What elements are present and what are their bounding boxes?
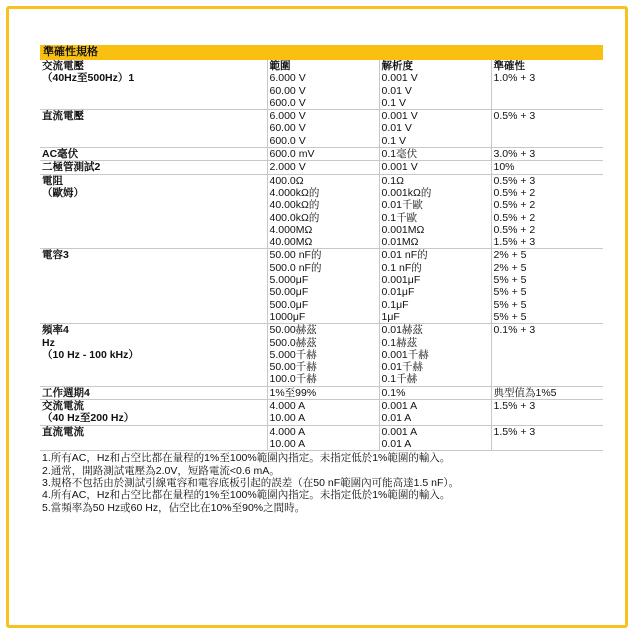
resolution-cell-line: 0.1 V	[381, 96, 407, 109]
range-cell-line: 60.00 V	[269, 122, 306, 135]
range-cell-line: 600.0 V	[269, 134, 306, 147]
resolution-cell-line: 1μF	[381, 310, 400, 323]
function-cell-line: Hz	[42, 336, 55, 349]
range-cell-line: 600.0 mV	[269, 148, 315, 161]
resolution-cell-line: 0.01MΩ	[381, 236, 419, 249]
range-cell-line: 50.00千赫	[269, 361, 317, 374]
range-cell	[267, 148, 379, 161]
resolution-cell-line: 0.1Ω	[381, 174, 404, 187]
accuracy-cell-line: 1.5% + 3	[493, 400, 536, 413]
range-cell-line: 5.000μF	[269, 274, 309, 287]
resolution-cell	[379, 324, 491, 386]
spec-table	[40, 60, 603, 451]
range-cell-line: 6.000 V	[269, 110, 306, 123]
function-cell	[40, 174, 267, 249]
resolution-cell-line: 0.1千歐	[381, 211, 418, 224]
spec-sheet	[40, 45, 603, 514]
resolution-cell	[379, 72, 491, 109]
accuracy-cell	[491, 324, 603, 386]
footnote: 2.通常，開路測試電壓為2.0V，短路電流<0.6 mA。	[42, 464, 280, 477]
resolution-cell-line: 0.01 A	[381, 437, 412, 450]
table-row	[40, 161, 603, 174]
function-cell	[40, 249, 267, 324]
footnote: 4.所有AC，Hz和占空比都在量程的1%至100%範圍內指定。未指定低於1%範圍的輸入。	[42, 489, 451, 502]
resolution-cell-line: 0.1μF	[381, 298, 409, 311]
resolution-cell-line: 0.1赫茲	[381, 336, 418, 349]
accuracy-cell-line: 0.5% + 2	[493, 211, 536, 224]
range-cell-line: 5.000千赫	[269, 348, 317, 361]
range-cell-line: 400.0Ω	[269, 174, 304, 187]
accuracy-cell-line: 0.5% + 2	[493, 186, 536, 199]
range-cell-line: 4.000kΩ的	[269, 186, 320, 199]
function-cell-line: AC毫伏	[42, 148, 79, 161]
range-cell-line: 10.00 A	[269, 412, 306, 425]
accuracy-cell-line: 2% + 5	[493, 261, 527, 274]
range-cell-line: 40.00MΩ	[269, 236, 313, 249]
resolution-cell-line: 0.01千赫	[381, 361, 423, 374]
accuracy-cell	[491, 72, 603, 109]
range-cell-line: 4.000MΩ	[269, 223, 313, 236]
header-row	[40, 60, 603, 72]
accuracy-cell-line: 0.5% + 2	[493, 199, 536, 212]
function-cell-line: 直流電壓	[42, 110, 84, 123]
resolution-cell-line: 0.001kΩ的	[381, 186, 432, 199]
table-row	[40, 425, 603, 451]
range-cell-line: 2.000 V	[269, 161, 306, 174]
resolution-cell-line: 0.001 V	[381, 72, 418, 85]
table-row	[40, 148, 603, 161]
range-cell	[267, 174, 379, 249]
range-cell-line: 400.0kΩ的	[269, 211, 320, 224]
column-header-line: 範圍	[269, 60, 291, 72]
resolution-cell-line: 0.001千赫	[381, 348, 429, 361]
function-cell-line: （40 Hz至200 Hz）	[42, 412, 135, 425]
accuracy-cell-line: 0.1% + 3	[493, 324, 536, 337]
range-cell	[267, 400, 379, 426]
function-cell-line: 交流電流	[42, 400, 84, 413]
function-cell-line: 交流電壓	[42, 60, 84, 72]
accuracy-cell-line: 典型值為1%5	[493, 386, 557, 399]
accuracy-cell-line: 1.5% + 3	[493, 236, 536, 249]
resolution-cell-line: 0.01 nF的	[381, 249, 428, 262]
column-header	[40, 60, 267, 72]
table-row	[40, 174, 603, 249]
accuracy-cell-line: 0.5% + 3	[493, 110, 536, 123]
table-row	[40, 324, 603, 386]
function-cell-line: （10 Hz - 100 kHz）	[42, 348, 139, 361]
function-cell-line: （40Hz至500Hz）1	[42, 72, 135, 85]
column-header	[379, 60, 491, 72]
accuracy-cell-line: 2% + 5	[493, 249, 527, 262]
column-header	[491, 60, 603, 72]
resolution-cell-line: 0.01 V	[381, 122, 412, 135]
function-cell-line: （歐姆）	[42, 186, 84, 199]
accuracy-cell	[491, 249, 603, 324]
resolution-cell-line: 0.1毫伏	[381, 148, 418, 161]
function-cell-line: 電阻	[42, 174, 63, 187]
accuracy-cell	[491, 386, 603, 399]
table-row	[40, 386, 603, 399]
resolution-cell-line: 0.1 V	[381, 134, 407, 147]
accuracy-cell	[491, 148, 603, 161]
resolution-cell	[379, 110, 491, 148]
resolution-cell	[379, 174, 491, 249]
accuracy-cell-line: 1.0% + 3	[493, 72, 536, 85]
range-cell-line: 4.000 A	[269, 425, 306, 438]
function-cell-line: 電容3	[42, 249, 69, 262]
function-cell-line: 頻率4	[42, 324, 69, 337]
accuracy-cell-line: 3.0% + 3	[493, 148, 536, 161]
column-header-line: 準確性	[493, 60, 525, 72]
range-cell-line: 4.000 A	[269, 400, 306, 413]
accuracy-cell-line: 10%	[493, 161, 515, 174]
resolution-cell-line: 0.1千赫	[381, 373, 418, 386]
resolution-cell-line: 0.001 V	[381, 110, 418, 123]
range-cell-line: 1000μF	[269, 310, 306, 323]
table-title: 準確性規格	[40, 45, 603, 60]
accuracy-cell-line: 5% + 5	[493, 274, 527, 287]
accuracy-cell	[491, 161, 603, 174]
function-cell	[40, 110, 267, 148]
range-cell-line: 500.0μF	[269, 298, 309, 311]
accuracy-cell-line: 5% + 5	[493, 298, 527, 311]
resolution-cell	[379, 161, 491, 174]
resolution-cell-line: 0.01赫茲	[381, 324, 423, 337]
range-cell-line: 50.00 nF的	[269, 249, 322, 262]
function-cell-line: 二極管測試2	[42, 161, 101, 174]
resolution-cell-line: 0.001 V	[381, 161, 418, 174]
footnote: 1.所有AC，Hz和占空比都在量程的1%至100%範圍內指定。未指定低於1%範圍的輸入。	[42, 452, 451, 465]
range-cell	[267, 324, 379, 386]
resolution-cell-line: 0.001 A	[381, 425, 418, 438]
range-cell	[267, 425, 379, 451]
range-cell	[267, 161, 379, 174]
function-cell	[40, 161, 267, 174]
resolution-cell-line: 0.01μF	[381, 286, 415, 299]
column-header-line: 解析度	[381, 60, 413, 72]
resolution-cell-line: 0.01千歐	[381, 199, 423, 212]
range-cell-line: 50.00赫茲	[269, 324, 317, 337]
function-cell	[40, 386, 267, 399]
column-header	[267, 60, 379, 72]
resolution-cell-line: 0.01 V	[381, 84, 412, 97]
function-cell	[40, 148, 267, 161]
range-cell-line: 500.0赫茲	[269, 336, 317, 349]
resolution-cell-line: 0.001 A	[381, 400, 418, 413]
function-cell	[40, 72, 267, 109]
resolution-cell-line: 0.001MΩ	[381, 223, 425, 236]
table-row	[40, 249, 603, 324]
resolution-cell-line: 0.1 nF的	[381, 261, 422, 274]
resolution-cell	[379, 425, 491, 451]
accuracy-cell-line: 0.5% + 2	[493, 223, 536, 236]
range-cell-line: 500.0 nF的	[269, 261, 322, 274]
table-row	[40, 110, 603, 148]
footnotes	[40, 451, 603, 514]
accuracy-cell	[491, 174, 603, 249]
range-cell-line: 50.00μF	[269, 286, 309, 299]
function-cell	[40, 425, 267, 451]
accuracy-cell	[491, 110, 603, 148]
resolution-cell-line: 0.1%	[381, 386, 406, 399]
range-cell-line: 1%至99%	[269, 386, 317, 399]
range-cell	[267, 72, 379, 109]
table-row	[40, 400, 603, 426]
accuracy-cell	[491, 425, 603, 451]
function-cell-line: 工作週期4	[42, 386, 90, 399]
table-row	[40, 72, 603, 109]
resolution-cell	[379, 400, 491, 426]
range-cell-line: 600.0 V	[269, 96, 306, 109]
range-cell-line: 100.0千赫	[269, 373, 317, 386]
accuracy-cell-line: 5% + 5	[493, 286, 527, 299]
resolution-cell-line: 0.001μF	[381, 274, 421, 287]
resolution-cell	[379, 386, 491, 399]
range-cell	[267, 249, 379, 324]
range-cell	[267, 386, 379, 399]
function-cell-line: 直流電流	[42, 425, 84, 438]
accuracy-cell	[491, 400, 603, 426]
function-cell	[40, 324, 267, 386]
range-cell-line: 6.000 V	[269, 72, 306, 85]
resolution-cell-line: 0.01 A	[381, 412, 412, 425]
resolution-cell	[379, 148, 491, 161]
resolution-cell	[379, 249, 491, 324]
function-cell	[40, 400, 267, 426]
range-cell-line: 60.00 V	[269, 84, 306, 97]
range-cell	[267, 110, 379, 148]
range-cell-line: 40.00kΩ的	[269, 199, 320, 212]
footnote: 5.當頻率為50 Hz或60 Hz，佔空比在10%至90%之間時。	[42, 501, 306, 514]
accuracy-cell-line: 5% + 5	[493, 310, 527, 323]
accuracy-cell-line: 1.5% + 3	[493, 425, 536, 438]
range-cell-line: 10.00 A	[269, 437, 306, 450]
footnote: 3.規格不包括由於測試引線電容和電容底板引起的誤差（在50 nF範圍內可能高達1.5 nF）。	[42, 476, 460, 489]
accuracy-cell-line: 0.5% + 3	[493, 174, 536, 187]
